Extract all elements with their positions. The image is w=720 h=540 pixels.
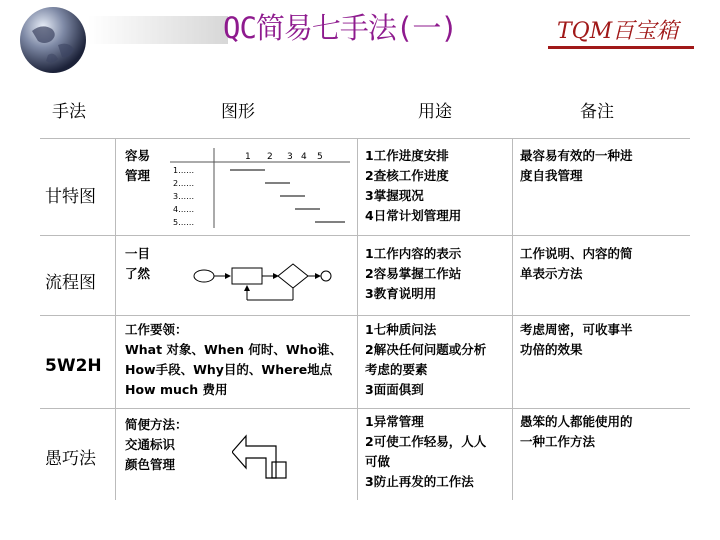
usage-flowchart: 1工作内容的表示 2容易掌握工作站 3教育说明用	[365, 246, 462, 301]
table-divider	[40, 235, 690, 236]
note-flowchart: 工作说明、内容的简 单表示方法	[520, 246, 633, 281]
usage-gantt: 1工作进度安排 2查核工作进度 3掌握现况 4日常计划管理用	[365, 148, 462, 223]
gantt-row: 4……	[173, 205, 195, 214]
method-5w2h: 5W2H	[45, 356, 102, 376]
gantt-row: 5……	[173, 218, 195, 227]
table-divider	[512, 138, 513, 500]
header-band	[88, 16, 228, 44]
method-gantt: 甘特图	[45, 187, 96, 207]
graphic-text-gantt: 容易 管理	[125, 148, 151, 183]
usage-foolproof: 1异常管理 2可使工作轻易，人人 可做 3防止再发的工作法	[365, 414, 487, 489]
flow-process-node	[232, 268, 262, 284]
flow-end-node	[321, 271, 331, 281]
table-divider	[40, 138, 690, 139]
gantt-col: 2	[267, 152, 273, 162]
note-foolproof: 愚笨的人都能使用的 一种工作方法	[520, 414, 633, 449]
page-title: QC简易七手法(一)	[223, 11, 457, 45]
table-divider	[40, 315, 690, 316]
table-divider	[357, 138, 358, 500]
column-header-usage: 用途	[418, 102, 452, 122]
gantt-col: 4	[301, 152, 307, 162]
flowchart-diagram	[168, 250, 353, 310]
gantt-row: 2……	[173, 179, 195, 188]
traffic-sign-icon	[232, 420, 312, 490]
graphic-text-5w2h: 工作要领： What 对象、When 何时、Who谁、 How手段、Why目的、Where地点 How much 费用	[125, 322, 343, 397]
method-flowchart: 流程图	[45, 273, 96, 293]
table-divider	[40, 408, 690, 409]
gantt-chart-diagram	[170, 148, 350, 228]
method-foolproof: 愚巧法	[45, 449, 96, 469]
gantt-row: 1……	[173, 166, 195, 175]
graphic-text-flowchart: 一目 了然	[125, 246, 151, 281]
gantt-col: 3	[287, 152, 293, 162]
graphic-text-foolproof: 简便方法： 交通标识 颜色管理	[125, 417, 188, 472]
column-header-method: 手法	[52, 102, 86, 122]
gantt-col: 5	[317, 152, 323, 162]
flow-decision-node	[278, 264, 308, 288]
gantt-row: 3……	[173, 192, 195, 201]
note-5w2h: 考虑周密，可收事半 功倍的效果	[520, 322, 633, 357]
column-header-note: 备注	[580, 102, 614, 122]
table-divider	[115, 138, 116, 500]
globe-icon	[18, 5, 88, 75]
note-gantt: 最容易有效的一种进 度自我管理	[520, 148, 633, 183]
brand-underline	[548, 46, 694, 49]
gantt-col: 1	[245, 152, 251, 162]
flow-start-node	[194, 270, 214, 282]
brand-logo: TQM百宝箱	[557, 19, 679, 44]
column-header-graphic: 图形	[221, 102, 255, 122]
usage-5w2h: 1七种质问法 2解决任何问题或分析 考虑的要素 3面面俱到	[365, 322, 487, 397]
